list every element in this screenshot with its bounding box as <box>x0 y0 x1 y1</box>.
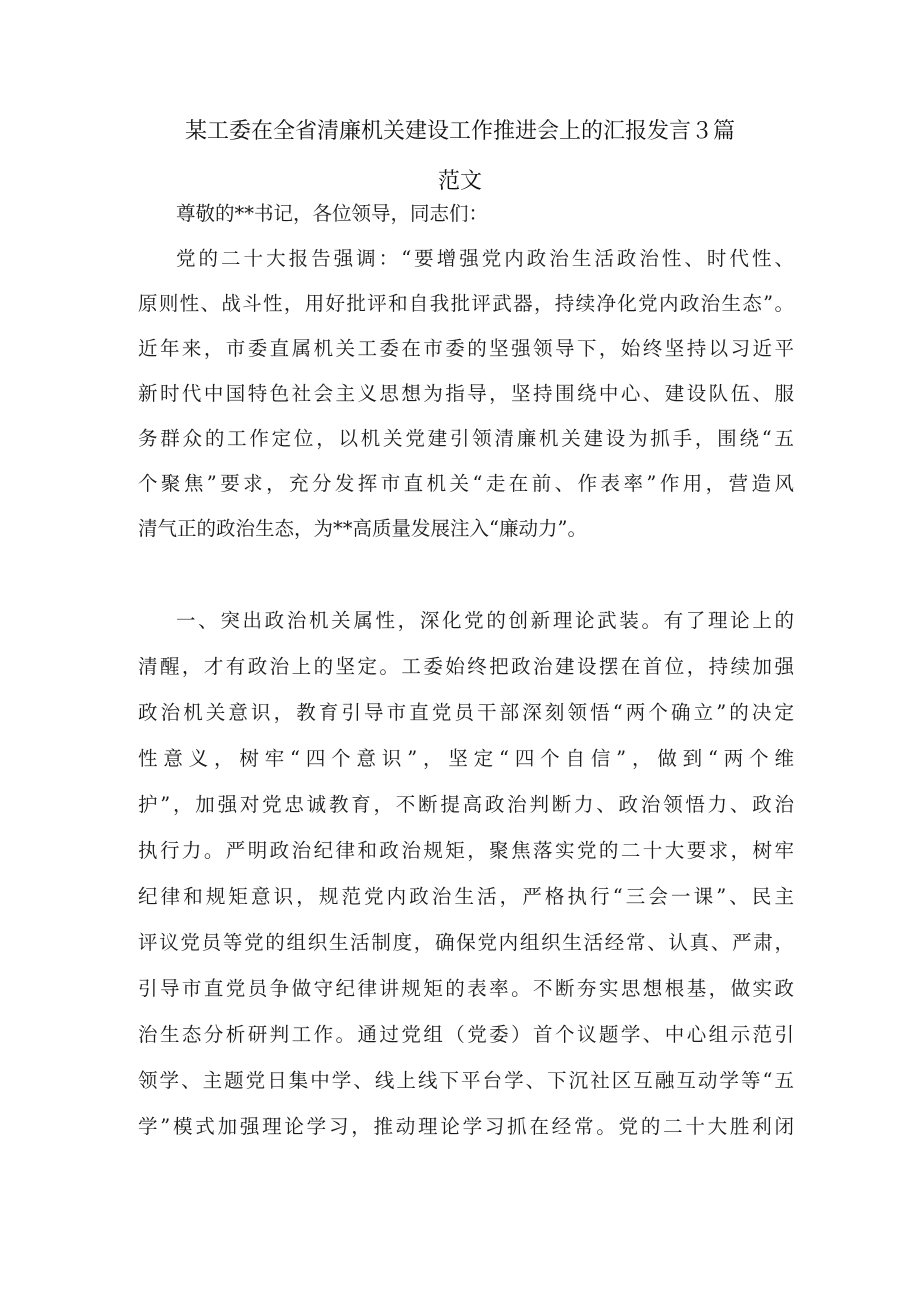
paragraph-2-line: 纪律和规矩意识，规范党内政治生活，严格执行“三会一课”、民主 <box>138 885 794 908</box>
paragraph-1-line: 清气正的政治生态，为**高质量发展注入“廉动力”。 <box>138 517 587 540</box>
paragraph-1-line: 新时代中国特色社会主义思想为指导，坚持围绕中心、建设队伍、服 <box>138 382 794 405</box>
paragraph-1-line: 原则性、战斗性，用好批评和自我批评武器，持续净化党内政治生态”。 <box>138 292 794 315</box>
paragraph-2-line: 引导市直党员争做守纪律讲规矩的表率。不断夯实思想根基，做实政 <box>138 977 794 1000</box>
paragraph-2-line: 护”，加强对党忠诚教育，不断提高政治判断力、政治领悟力、政治 <box>138 793 794 816</box>
document-title: 某工委在全省清廉机关建设工作推进会上的汇报发言３篇 <box>184 119 735 144</box>
paragraph-2-line: 治生态分析研判工作。通过党组（党委）首个议题学、中心组示范引 <box>138 1023 794 1046</box>
paragraph-2-line: 领学、主题党日集中学、线上线下平台学、下沉社区互融互动学等“五 <box>138 1069 794 1092</box>
paragraph-2-line: 一、突出政治机关属性，深化党的创新理论武装。有了理论上的 <box>176 609 794 632</box>
paragraph-2-line: 清醒，才有政治上的坚定。工委始终把政治建设摆在首位，持续加强 <box>138 655 794 678</box>
paragraph-1-line: 近年来，市委直属机关工委在市委的坚强领导下，始终坚持以习近平 <box>138 337 794 360</box>
paragraph-1-line: 务群众的工作定位，以机关党建引领清廉机关建设为抓手，围绕“五 <box>138 427 794 450</box>
paragraph-1-line: 个聚焦”要求，充分发挥市直机关“走在前、作表率”作用，营造风 <box>138 472 794 495</box>
document-title-continued: 范文 <box>437 169 482 194</box>
paragraph-2-line: 执行力。严明政治纪律和政治规矩，聚焦落实党的二十大要求，树牢 <box>138 839 794 862</box>
salutation: 尊敬的**书记，各位领导，同志们： <box>176 202 489 225</box>
paragraph-2-line: 评议党员等党的组织生活制度，确保党内组织生活经常、认真、严肃， <box>138 931 794 954</box>
paragraph-2-line: 学”模式加强理论学习，推动理论学习抓在经常。党的二十大胜利闭 <box>138 1115 794 1138</box>
paragraph-2-line: 政治机关意识，教育引导市直党员干部深刻领悟“两个确立”的决定 <box>138 701 794 724</box>
paragraph-2-line: 性意义，树牢“四个意识”，坚定“四个自信”，做到“两个维 <box>138 747 794 770</box>
paragraph-1-line: 党的二十大报告强调：“要增强党内政治生活政治性、时代性、 <box>176 247 794 270</box>
